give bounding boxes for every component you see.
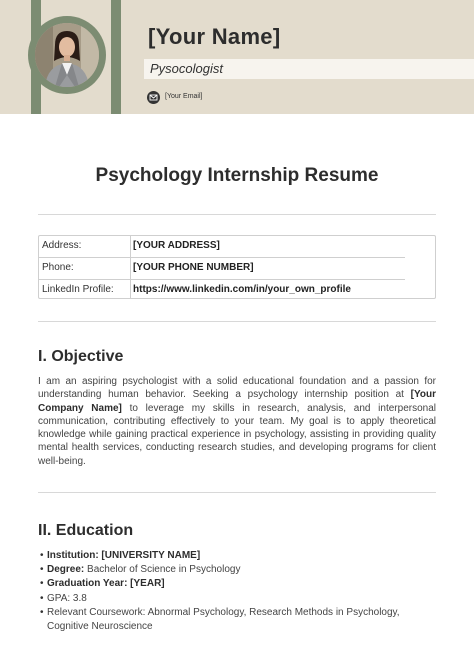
candidate-name: [Your Name] [148,24,281,49]
email-icon [147,91,160,104]
contact-table [38,235,436,299]
divider [38,214,436,215]
education-heading: II. Education [38,522,134,539]
document-title: Psychology Internship Resume [95,165,379,186]
table-row [39,280,405,301]
objective-company: [Your Company Name] [38,389,436,414]
table-row [39,236,405,257]
item-value: [UNIVERSITY NAME] [98,550,201,561]
objective-paragraph [38,375,436,468]
list-item [40,549,434,563]
item-value: Relevant Coursework: Abnormal Psychology, Research Methods in Psychology, Cognitive Neuroscience [47,606,400,633]
list-item [40,606,434,634]
table-row [39,258,405,279]
objective-text: to leverage my skills in research, analysis, and interpersonal communication, contributing effectively to your team. My goal is to apply theoretical knowledge while gaining practical experience in psychology, assisting in providing quality mental health services, conducting research studies, and developing programs for client well-being. [38,402,436,467]
item-value: Bachelor of Science in Psychology [84,564,241,576]
candidate-role: Pysocologist [150,61,223,76]
contact-value: https://www.linkedin.com/in/your_own_profile [133,284,351,295]
objective-heading: I. Objective [38,348,124,365]
contact-label: Address: [42,240,82,251]
list-item [40,563,434,577]
profile-photo [35,23,99,87]
portrait-icon [35,23,99,87]
contact-label: LinkedIn Profile: [42,284,114,295]
education-list [40,549,434,634]
contact-label: Phone: [42,262,74,273]
list-item [40,592,434,606]
divider [38,492,436,493]
item-label: Graduation Year: [47,578,128,590]
contact-value: [YOUR PHONE NUMBER] [133,262,254,273]
divider [38,321,436,322]
item-label: Institution: [47,550,99,561]
contact-value: [YOUR ADDRESS] [133,240,220,251]
item-value: [YEAR] [127,578,165,590]
candidate-email: [Your Email] [165,93,203,100]
list-item [40,577,434,591]
objective-text: I am an aspiring psychologist with a solid educational foundation and a passion for understanding human behavior. Seeking a psychology internship position at [38,376,436,401]
item-value: GPA: 3.8 [47,592,87,604]
item-label: Degree: [47,564,85,576]
